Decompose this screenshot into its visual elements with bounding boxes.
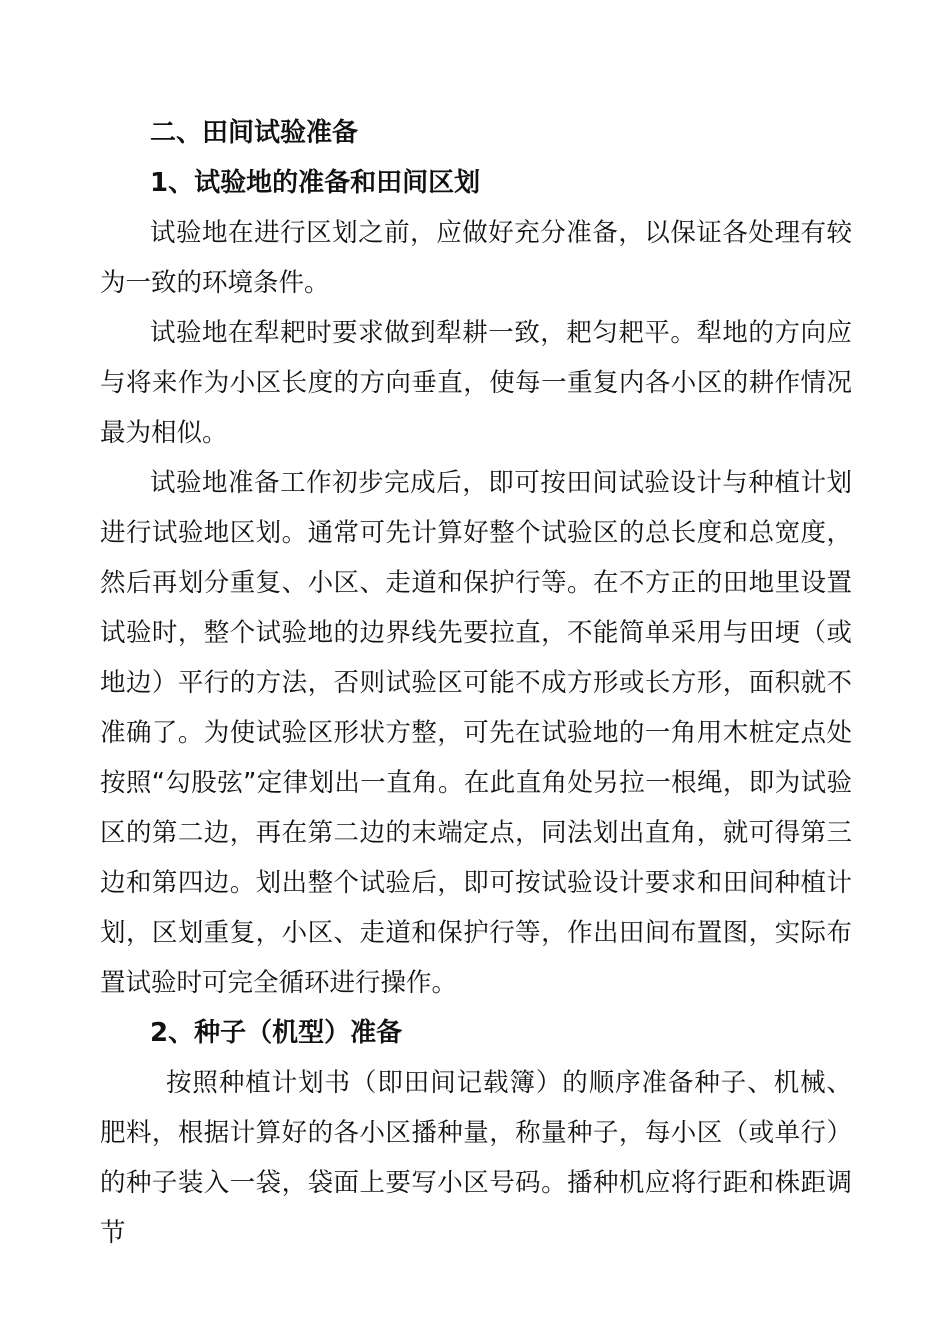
paragraph-4: 按照种植计划书（即田间记载簿）的顺序准备种子、机械、肥料，根据计算好的各小区播种量，称量种子，每小区（或单行）的种子装入一袋，袋面上要写小区号码。播种机应将行距和株距调节 — [100, 1068, 852, 1248]
paragraph-3: 试验地准备工作初步完成后，即可按田间试验设计与种植计划进行试验地区划。通常可先计算好整个试验区的总长度和总宽度，然后再划分重复、小区、走道和保护行等。在不方正的田地里设置试验时，整个试验地的边界线先要拉直，不能简单采用与田埂（或地边）平行的方法，否则试验区可能不成方形或长方形，面积就不准确了。为使试验区形状方整，可先在试验地的一角用木桩定点处按照“勾股弦”定律划出一直角。在此直角处另拉一根绳，即为试验区的第二边，再在第二边的末端定点，同法划出直角，就可得第三边和第四边。划出整个试验后，即可按试验设计要求和田间种植计划，区划重复，小区、走道和保护行等，作出田间布置图，实际布置试验时可完全循环进行操作。 — [100, 468, 852, 998]
paragraph-1: 试验地在进行区划之前，应做好充分准备，以保证各处理有较为一致的环境条件。 — [100, 218, 852, 298]
document-page — [100, 108, 852, 1258]
subsection-title-2: 2、种子（机型）准备 — [150, 1018, 403, 1048]
subsection-title-1: 1、试验地的准备和田间区划 — [150, 168, 481, 198]
paragraph-2: 试验地在犁耙时要求做到犁耕一致，耙匀耙平。犁地的方向应与将来作为小区长度的方向垂直，使每一重复内各小区的耕作情况最为相似。 — [100, 318, 852, 448]
section-title: 二、田间试验准备 — [150, 118, 359, 148]
